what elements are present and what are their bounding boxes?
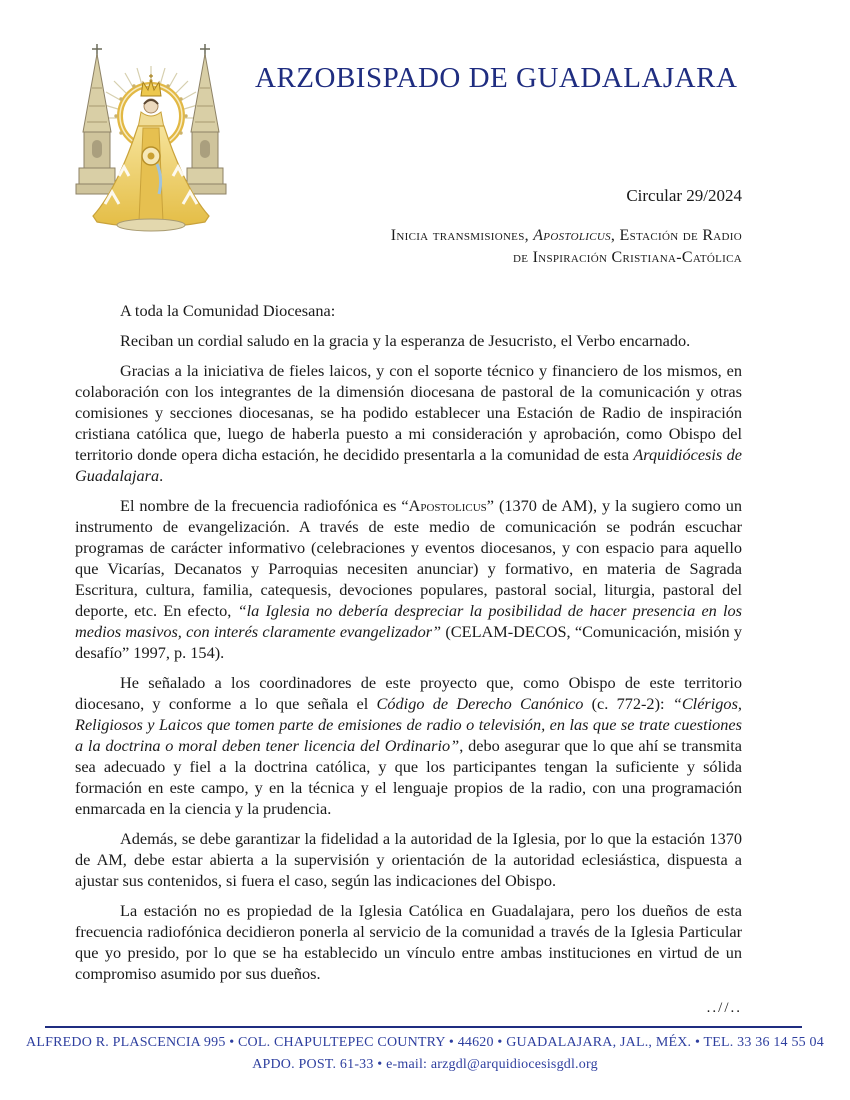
text-run: “la Iglesia no debería despreciar la posibilidad de hacer presencia en los medios masivos, con interés claramente evangelizador” — [75, 601, 742, 641]
left-cathedral-tower — [76, 44, 118, 194]
paragraph — [75, 828, 742, 891]
text-run: de Inspiración Cristiana-Católica — [513, 249, 742, 266]
text-run: He señalado a los coordinadores de este proyecto que, como Obispo de este territorio diocesano, y conforme a lo que señala el — [75, 673, 742, 713]
letterhead-title: ARZOBISPADO DE GUADALAJARA — [255, 62, 738, 94]
footer-email: arzgdl@arquidiocesisgdl.org — [430, 1057, 598, 1072]
text-run: ” (1370 de AM), y la sugiero como un instrumento de evangelización. A través de este medio de comunicación se podrán escuchar programas de carácter informativo (celebraciones y eventos diocesanos, y con espacio para aquello que Vicarías, Decanatos y Parroquias necesiten anunciar) y formativo, en materia de Sagrada Escritura, cultura, familia, catequesis, devociones populares, pastoral social, liturgia, pastoral del deporte, etc. En efecto, — [75, 496, 742, 620]
footer-po-box: APDO. POST. 61-33 • e-mail: — [252, 1057, 431, 1072]
subject-line-2 — [391, 247, 742, 269]
text-run: , Estación de Radio — [610, 227, 742, 244]
continuation-mark: ..//.. — [706, 1000, 742, 1016]
subject-block — [391, 225, 742, 269]
footer-rule — [45, 1026, 802, 1028]
paragraph — [75, 672, 742, 819]
text-run: Código de Derecho Canónico — [376, 694, 584, 713]
virgen-de-zapopan-icon — [66, 36, 236, 236]
text-run: Inicia transmisiones, — [390, 227, 534, 244]
archdiocese-crest-logo — [66, 36, 236, 236]
text-run: Reciban un cordial saludo en la gracia y la esperanza de Jesucristo, el Verbo encarnado. — [120, 331, 691, 350]
text-run: (CELAM-DECOS, “Comunicación, misión y desafío” 1997, p. 154). — [75, 622, 742, 662]
paragraph — [75, 360, 742, 486]
footer-contact — [0, 1057, 850, 1073]
text-run: Gracias a la iniciativa de fieles laicos, y con el soporte técnico y financiero de los mismos, en colaboración con los integrantes de la dimensión diocesana de pastoral de la comunicación y otras comisiones y secciones diocesanas, se ha podido establecer una Estación de Radio de inspiración cristiana católica que, luego de haberla puesto a mi consideración y aprobación, como Obispo del territorio donde opera dicha estación, he decidido presentarla a la comunidad de esta — [75, 361, 742, 464]
paragraph — [75, 300, 742, 321]
text-run: , debo asegurar que lo que ahí se transmita sea adecuado y fiel a la doctrina católica, y que los participantes tengan la suficiente y sólida formación en este campo, y en la técnica y el lenguaje propios de la radio, con una programación enmarcada en la ciencia y la prudencia. — [75, 736, 743, 818]
right-cathedral-tower — [184, 44, 226, 194]
text-run: Además, se debe garantizar la fidelidad a la autoridad de la Iglesia, por lo que la estación 1370 de AM, debe estar abierta a la supervisión y orientación de la autoridad eclesiástica, dispuesta a ajustar sus contenidos, si fuera el caso, según las indicaciones del Obispo. — [75, 829, 742, 890]
subject-line-1 — [391, 225, 742, 247]
text-run: . — [159, 466, 164, 485]
text-run: “Clérigos, Religiosos y Laicos que tomen parte de emisiones de radio o televisión, en las que se trate cuestiones a la doctrina o moral deben tener licencia del Ordinario” — [75, 694, 742, 755]
paragraph — [75, 495, 742, 663]
paragraph — [75, 900, 742, 984]
text-run: Arquidiócesis de Guadalajara — [75, 445, 742, 485]
text-run: La estación no es propiedad de la Iglesia Católica en Guadalajara, pero los dueños de esta frecuencia radiofónica decidieron ponerla al servicio de la comunidad a través de la Iglesia Particular que yo presido, por lo que se ha establecido un vínculo entre ambas instituciones en virtud de un compromiso asumido por sus dueños. — [75, 901, 742, 983]
letter-body — [75, 300, 742, 993]
text-run: El nombre de la frecuencia radiofónica es “ — [120, 496, 409, 515]
text-run: Apostolicus — [408, 496, 487, 515]
text-run: Apostolicus — [533, 227, 611, 244]
text-run: A toda la Comunidad Diocesana: — [120, 301, 336, 320]
text-run: (c. 772-2): — [583, 694, 673, 713]
paragraph — [75, 330, 742, 351]
circular-number: Circular 29/2024 — [626, 186, 742, 205]
footer-address: ALFREDO R. PLASCENCIA 995 • COL. CHAPULTEPEC COUNTRY • 44620 • GUADALAJARA, JAL., MÉX. • TEL. 33 36 14 55 04 — [26, 1035, 824, 1050]
